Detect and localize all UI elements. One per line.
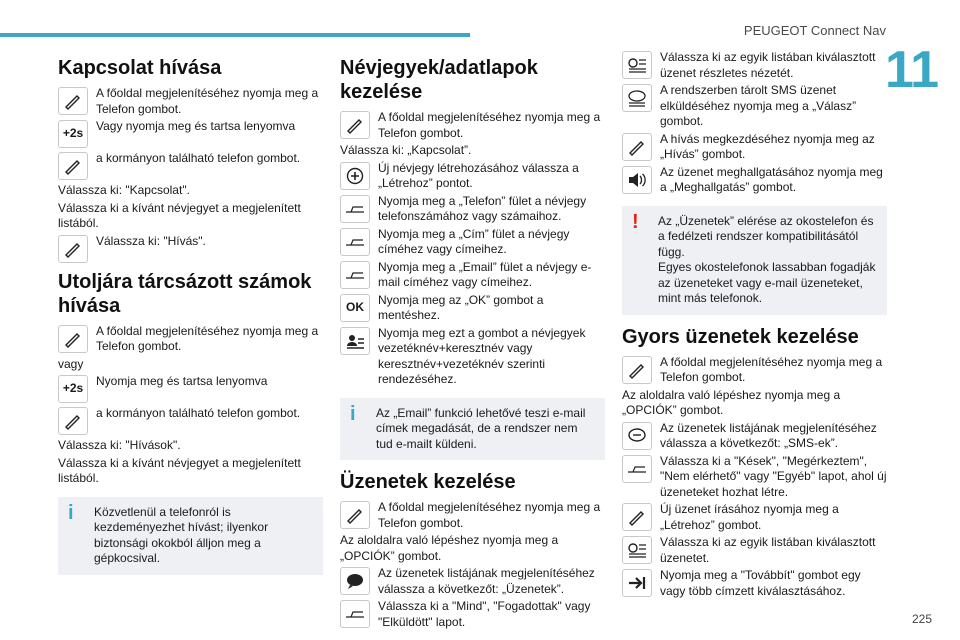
step: A rendszerben tárolt SMS üzenet elküldéséhez nyomja meg a „Válasz” gombot. xyxy=(622,83,887,130)
tab-icon xyxy=(340,195,370,223)
pencil-icon xyxy=(58,235,88,263)
detail-view-icon xyxy=(622,51,652,79)
step: Nyomja meg a „Email” fület a névjegy e-mail címéhez vagy címeihez. xyxy=(340,260,605,291)
step: A főoldal megjelenítéséhez nyomja meg a Telefon gombot. xyxy=(340,500,605,531)
plus-icon xyxy=(340,162,370,190)
pencil-icon xyxy=(622,133,652,161)
message-bubble-icon xyxy=(340,567,370,595)
warning-icon: ! xyxy=(632,210,639,233)
info-icon: i xyxy=(350,402,356,425)
header-title: PEUGEOT Connect Nav xyxy=(743,23,886,38)
step: A főoldal megjelenítéséhez nyomja meg a Telefon gombot. xyxy=(622,355,887,386)
step: Válassza ki a "Kések", "Megérkeztem", "Nem elérhető" vagy "Egyéb" lapot, ahol új üzeneteket hozhat létre. xyxy=(622,454,887,501)
step: +2s Nyomja meg és tartsa lenyomva xyxy=(58,374,323,404)
step: Az üzenet meghallgatásához nyomja meg a „Meghallgatás” gombot. xyxy=(622,165,887,196)
column-right: Válassza ki az egyik listában kiválasztott üzenet részletes nézetét. A rendszerben tárolt SMS üzenet elküldéséhez nyomja meg a „Válasz” gombot. A hívás megkezdéséhez nyomja meg az „Hívás” gombot. Az üzenet meghallgatásához nyomja meg a „Meghallgatás” gombot. ! Az „Üzenetek” elérése az okostelefon és a fedélzeti rendszer kompatibilitásától függ. Egyes okostelefonok lassabban fogadják az üzeneteket vagy e-mail üzeneteket, mint más telefonok. Gyors üzenetek kezelése A főoldal megjelenítéséhez nyomja meg a Telefon gombot. Az aloldalra való lépéshez nyomja meg a „OPCIÓK” gombot. Az üzenetek listájának megjelenítéséhez válassza a következőt: „SMS-ek”. Válassza ki a "Kések", "Megérkeztem", "Nem elérhető" vagy "Egyéb" lapot, ahol új üzeneteket hozhat létre. Új üzenet írásához nyomja meg a „Létrehoz” gombot. Válassza ki az egyik listában kiválasztott üzenetet. Nyomja meg a "Továbbít" gombot egy vagy több címzett kiválasztásához. xyxy=(622,50,887,598)
pencil-icon xyxy=(58,152,88,180)
tab-icon xyxy=(340,600,370,628)
pencil-icon xyxy=(622,503,652,531)
step: +2s Vagy nyomja meg és tartsa lenyomva xyxy=(58,119,323,149)
detail-view-icon xyxy=(622,536,652,564)
page-number: 225 xyxy=(911,612,932,626)
info-note: i Közvetlenül a telefonról is kezdeményezhet hívást; ilyenkor biztonsági okokból álljon meg a gépkocsival. xyxy=(58,497,323,575)
pencil-icon xyxy=(58,325,88,353)
info-note: i Az „Email” funkció lehetővé teszi e-mail címek megadását, de a rendszer nem tud e-mailt küldeni. xyxy=(340,398,605,461)
step: Nyomja meg a „Cím” fület a névjegy címéhez vagy címeihez. xyxy=(340,227,605,258)
heading-recent-calls: Utoljára tárcsázott számok hívása xyxy=(58,270,312,317)
heading-contacts: Névjegyek/adatlapok kezelése xyxy=(340,57,538,103)
press-two-seconds-icon: +2s xyxy=(58,120,88,148)
step: Nyomja meg a „Telefon” fület a névjegy telefonszámához vagy számaihoz. xyxy=(340,194,605,225)
step: Nyomja meg a "Továbbít" gombot egy vagy több címzett kiválasztásához. xyxy=(622,568,887,599)
column-middle: Névjegyek/adatlapok kezelése A főoldal megjelenítéséhez nyomja meg a Telefon gombot. Válassza ki: „Kapcsolat”. Új névjegy létrehozásához válassza a „Létrehoz” pontot. Nyomja meg a „Telefon” fület a névjegy telefonszámához vagy számaihoz. Nyomja meg a „Cím” fület a névjegy címéhez vagy címeihez. Nyomja meg a „Email” fület a névjegy e-mail címéhez vagy címeihez. OK Nyomja meg az „OK” gombot a mentéshez. Nyomja meg ezt a gombot a névjegyek vezetéknév+keresztnév vagy keresztnév+vezetéknév szerinti rendezéséhez. i Az „Email” funkció lehetővé teszi e-mail címek megadását, de a rendszer nem tud e-mailt küldeni. Üzenetek kezelése A főoldal megjelenítéséhez nyomja meg a Telefon gombot. Az aloldalra való lépéshez nyomja meg a „OPCIÓK” gombot. Az üzenetek listájának megjelenítéséhez válassza a következőt: „Üzenetek”. Válassza ki a "Mind", "Fogadottak" vagy "Elküldött" lapot. xyxy=(340,50,605,632)
step: Válassza ki: "Hívás". xyxy=(58,234,323,264)
tab-icon xyxy=(340,228,370,256)
step: Válassza ki a "Mind", "Fogadottak" vagy "Elküldött" lapot. xyxy=(340,599,605,630)
heading-quick-messages: Gyors üzenetek kezelése xyxy=(622,325,859,348)
step: a kormányon található telefon gombot. xyxy=(58,406,323,436)
heading-messages: Üzenetek kezelése xyxy=(340,471,516,493)
step: Válassza ki az egyik listában kiválasztott üzenet részletes nézetét. xyxy=(622,50,887,81)
sms-icon xyxy=(622,422,652,450)
step: A főoldal megjelenítéséhez nyomja meg a Telefon gombot. xyxy=(58,324,323,355)
chapter-number: 11 xyxy=(885,41,938,99)
heading-call-contact: Kapcsolat hívása xyxy=(58,57,222,79)
tab-icon xyxy=(622,455,652,483)
header-accent-bar xyxy=(0,33,470,37)
warning-note: ! Az „Üzenetek” elérése az okostelefon és a fedélzeti rendszer kompatibilitásától függ. Egyes okostelefonok lassabban fogadják az üzeneteket vagy e-mail üzeneteket, mint más telefonok. xyxy=(622,206,887,315)
step: a kormányon található telefon gombot. xyxy=(58,151,323,181)
pencil-icon xyxy=(58,87,88,115)
column-left: Kapcsolat hívása A főoldal megjelenítéséhez nyomja meg a Telefon gombot. +2s Vagy nyomja meg és tartsa lenyomva a kormányon található telefon gombot. Válassza ki: "Kapcsolat". Válassza ki a kívánt névjegyet a megjelenített listából. Válassza ki: "Hívás". Utoljára tárcsázott számok hívása A főoldal megjelenítéséhez nyomja meg a Telefon gombot. vagy +2s Nyomja meg és tartsa lenyomva a kormányon található telefon gombot. Válassza ki: "Hívások". Válassza ki a kívánt névjegyet a megjelenített listából. i Közvetlenül a telefonról is kezdeményezhet hívást; ilyenkor biztonsági okokból álljon meg a gépkocsival. xyxy=(58,50,323,585)
step: Az üzenetek listájának megjelenítéséhez válassza a következőt: „Üzenetek”. xyxy=(340,566,605,597)
info-icon: i xyxy=(68,501,74,524)
tab-icon xyxy=(340,261,370,289)
press-two-seconds-icon: +2s xyxy=(58,375,88,403)
step: Az üzenetek listájának megjelenítéséhez válassza a következőt: „SMS-ek”. xyxy=(622,421,887,452)
step: Új névjegy létrehozásához válassza a „Létrehoz” pontot. xyxy=(340,161,605,192)
forward-arrow-icon xyxy=(622,569,652,597)
step: Válassza ki az egyik listában kiválasztott üzenetet. xyxy=(622,535,887,566)
pencil-icon xyxy=(340,111,370,139)
contact-sort-icon xyxy=(340,327,370,355)
step: A főoldal megjelenítéséhez nyomja meg a Telefon gombot. xyxy=(340,110,605,141)
pencil-icon xyxy=(622,356,652,384)
step: A főoldal megjelenítéséhez nyomja meg a Telefon gombot. xyxy=(58,86,323,117)
pencil-icon xyxy=(58,407,88,435)
step: Nyomja meg ezt a gombot a névjegyek vezetéknév+keresztnév vagy keresztnév+vezetéknév szerinti rendezéséhez. xyxy=(340,326,605,388)
reply-message-icon xyxy=(622,84,652,112)
speaker-icon xyxy=(622,166,652,194)
step: OK Nyomja meg az „OK” gombot a mentéshez. xyxy=(340,293,605,324)
step: Új üzenet írásához nyomja meg a „Létrehoz” gombot. xyxy=(622,502,887,533)
ok-icon: OK xyxy=(340,294,370,322)
pencil-icon xyxy=(340,501,370,529)
step: A hívás megkezdéséhez nyomja meg az „Hívás” gombot. xyxy=(622,132,887,163)
